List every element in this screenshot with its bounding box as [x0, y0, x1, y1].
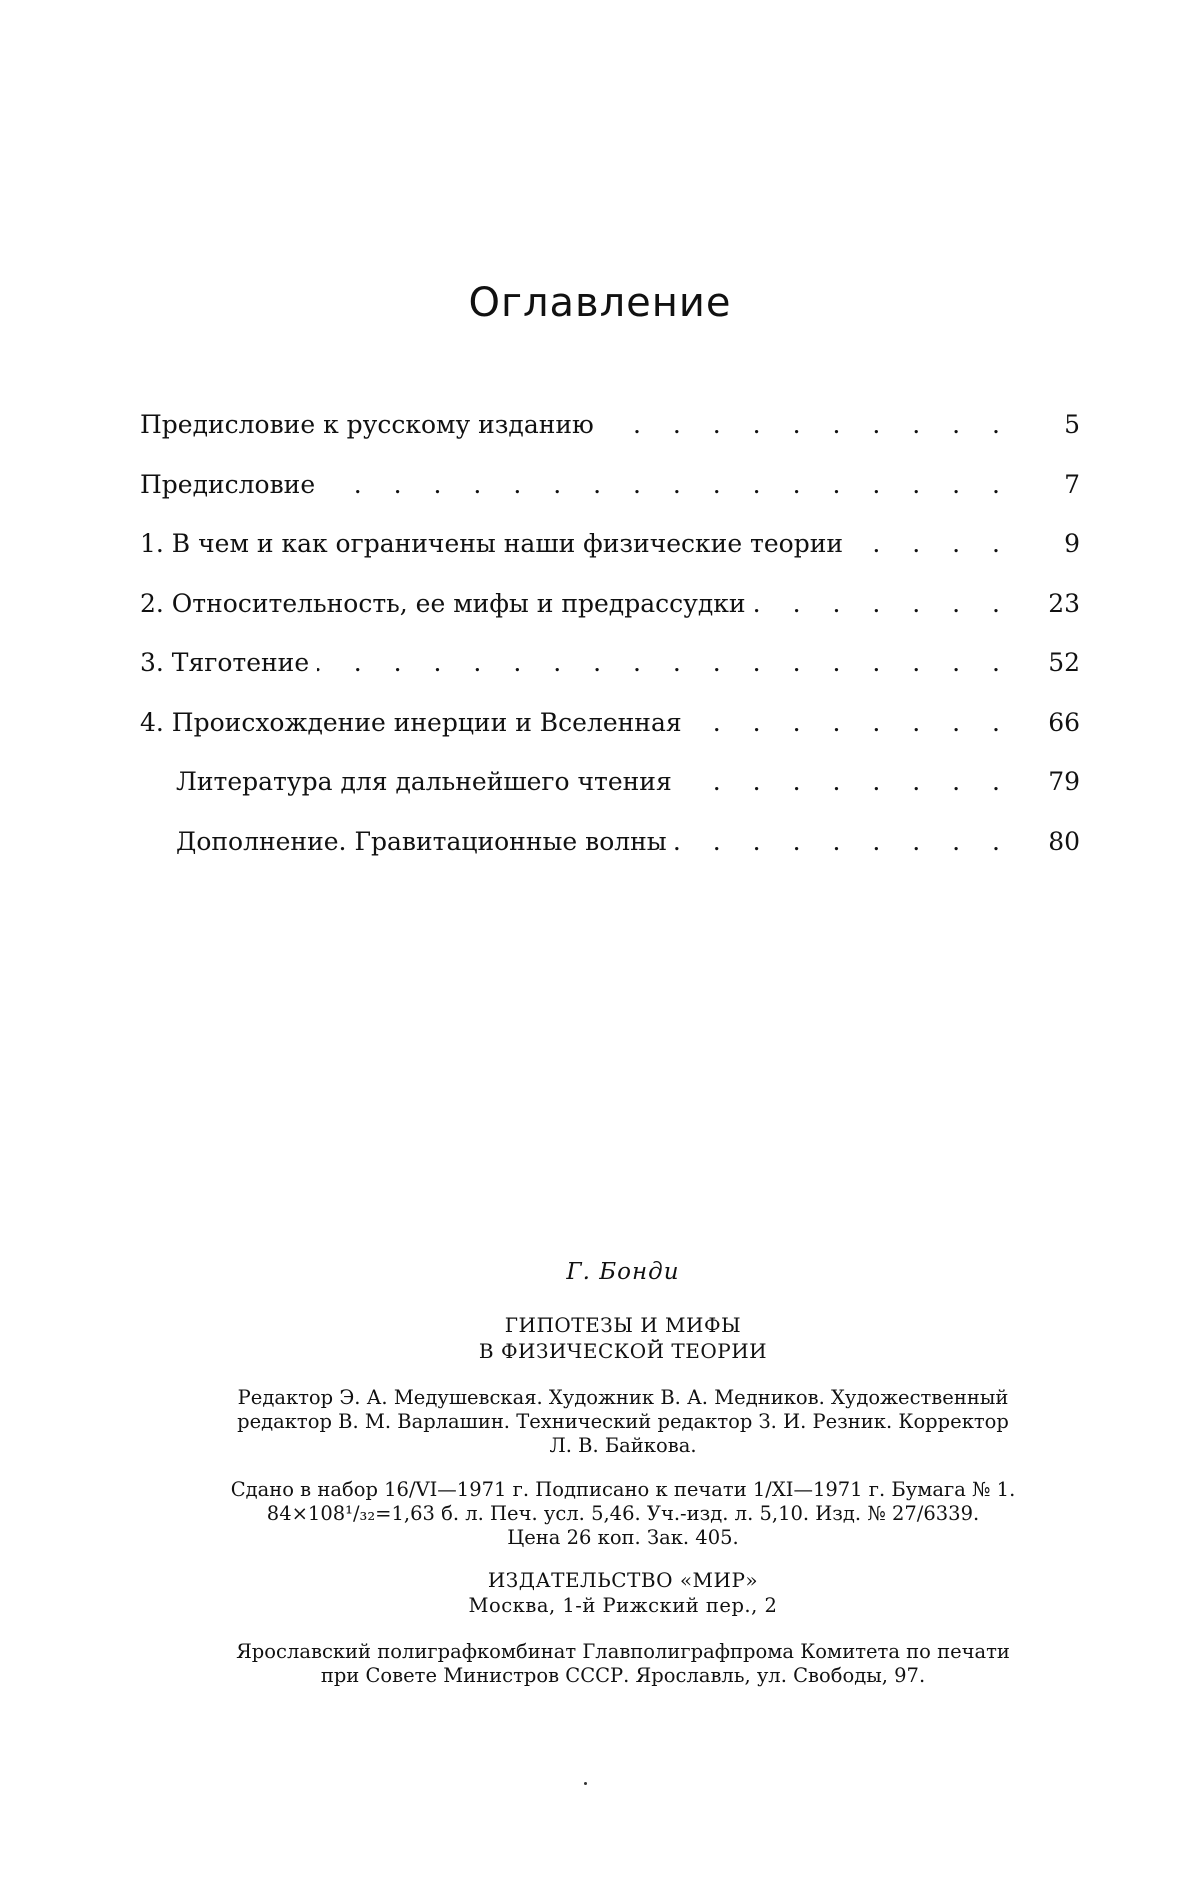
toc-leader-dots [754, 589, 1013, 618]
toc-entry-page: 79 [1048, 767, 1080, 796]
toc-entry-page: 66 [1048, 707, 1080, 737]
printer-info [138, 1640, 1108, 1688]
editors-line: Л. В. Байкова. [549, 1434, 697, 1457]
print-speck [584, 1782, 587, 1785]
toc-entry-label: Дополнение. Гравитационные волны [176, 826, 667, 856]
print-info-line: Сдано в набор 16/VI—1971 г. Подписано к печати 1/XI—1971 г. Бумага № 1. [230, 1478, 1016, 1501]
toc-leader-dots [602, 410, 1012, 439]
toc-leader-dots [317, 648, 1012, 677]
editors-line: редактор В. М. Варлашин. Технический редактор З. И. Резник. Корректор [237, 1410, 1009, 1433]
toc-entry-page: 5 [1064, 410, 1080, 439]
toc-entry-label: 2. Относительность, ее мифы и предрассудки [140, 588, 746, 618]
printer-line: при Совете Министров СССР. Ярославль, ул. Свободы, 97. [320, 1664, 926, 1687]
toc-leader-dots [690, 708, 1012, 737]
table-of-contents [140, 410, 1080, 886]
toc-entry-label: 1. В чем и как ограничены наши физические теории [140, 529, 844, 558]
toc-entry [140, 470, 1080, 530]
toc-entry-page: 7 [1064, 469, 1080, 499]
toc-entry-label: 3. Тяготение [140, 648, 310, 677]
book-title-line: ГИПОТЕЗЫ И МИФЫ [504, 1313, 742, 1337]
colophon [138, 1260, 1108, 1688]
toc-entry [140, 589, 1080, 649]
toc-leader-dots [851, 529, 1012, 558]
toc-entry [140, 767, 1080, 827]
toc-entry [140, 410, 1080, 470]
toc-entry [140, 708, 1080, 768]
toc-entry-label: Литература для дальнейшего чтения [176, 767, 672, 796]
print-info-line: 84×108¹/₃₂=1,63 б. л. Печ. усл. 5,46. Уч.-изд. л. 5,10. Изд. № 27/6339. [266, 1502, 980, 1525]
toc-entry [140, 529, 1080, 589]
publisher-address: Москва, 1-й Рижский пер., 2 [468, 1594, 778, 1617]
toc-entry-page: 52 [1048, 648, 1080, 677]
publisher-name: ИЗДАТЕЛЬСТВО «МИР» [487, 1568, 759, 1592]
book-title-line: В ФИЗИЧЕСКОЙ ТЕОРИИ [478, 1339, 768, 1363]
toc-entry-page: 23 [1048, 588, 1080, 618]
toc-entry-label: 4. Происхождение инерции и Вселенная [140, 707, 682, 737]
toc-entry-page: 9 [1064, 529, 1080, 558]
author-name: Г. Бонди [566, 1259, 680, 1285]
printer-line: Ярославский полиграфкомбинат Главполиграфпрома Комитета по печати [236, 1640, 1010, 1663]
book-title [138, 1312, 1108, 1364]
toc-entry [140, 827, 1080, 887]
toc-leader-dots [675, 827, 1012, 856]
print-info [138, 1478, 1108, 1550]
toc-entry-label: Предисловие [140, 469, 316, 499]
print-info-line: Цена 26 коп. Зак. 405. [507, 1526, 739, 1549]
toc-entry [140, 648, 1080, 708]
editors-line: Редактор Э. А. Медушевская. Художник В. А. Медников. Художественный [237, 1386, 1009, 1409]
editors-credits [138, 1386, 1108, 1458]
toc-entry-page: 80 [1048, 826, 1080, 856]
toc-entry-label: Предисловие к русскому изданию [140, 410, 594, 439]
toc-leader-dots [323, 470, 1012, 499]
toc-leader-dots [680, 767, 1012, 796]
toc-title: Оглавление [468, 280, 732, 326]
